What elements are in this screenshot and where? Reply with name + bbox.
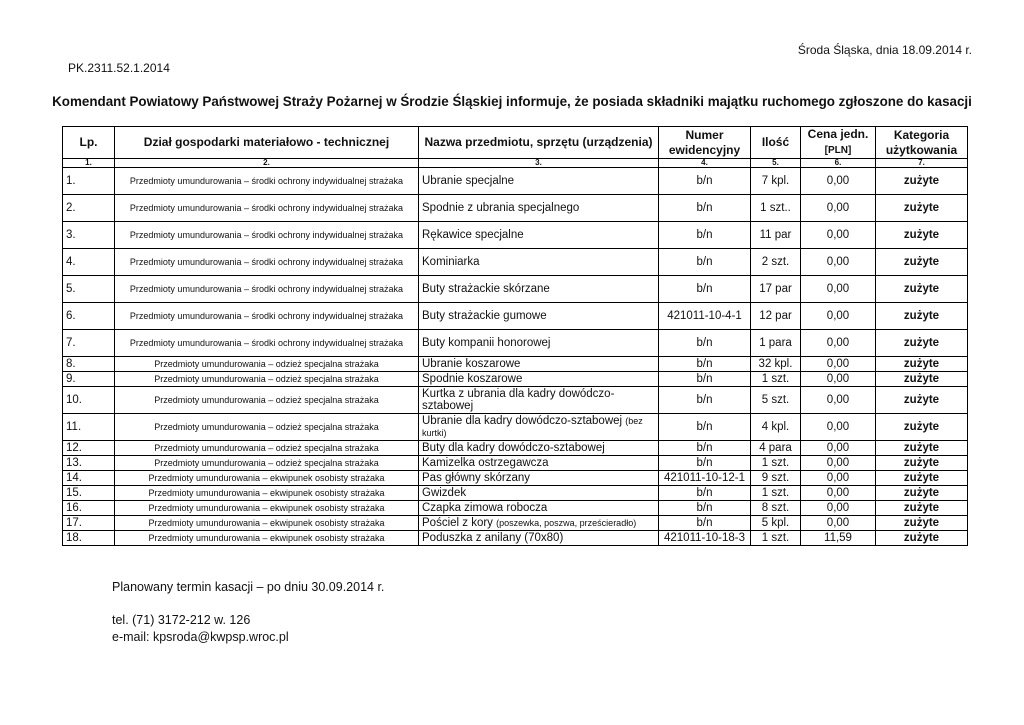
row-lp: 6. — [63, 303, 115, 330]
place-date: Środa Śląska, dnia 18.09.2014 r. — [797, 43, 972, 57]
deadline-text: Planowany termin kasacji – po dniu 30.09.2014 r. — [112, 580, 385, 594]
table-row — [63, 168, 968, 195]
row-lp: 8. — [63, 357, 115, 372]
table-row — [63, 441, 968, 456]
table-row — [63, 486, 968, 501]
col-number: 1. — [63, 159, 115, 168]
col-header-name: Nazwa przedmiotu, sprzętu (urządzenia) — [419, 127, 659, 159]
item-name-text: Buty strażackie skórzane — [422, 283, 550, 295]
row-inventory-number: 421011-10-4-1 — [659, 303, 751, 330]
item-name-text: Ubranie specjalne — [422, 175, 515, 187]
row-quantity: 1 szt. — [751, 372, 801, 387]
table-row — [63, 195, 968, 222]
row-category: zużyte — [876, 249, 968, 276]
row-quantity: 1 szt. — [751, 486, 801, 501]
row-inventory-number: b/n — [659, 222, 751, 249]
row-item-name — [419, 303, 659, 330]
row-lp: 11. — [63, 414, 115, 441]
row-quantity: 9 szt. — [751, 471, 801, 486]
row-inventory-number: b/n — [659, 387, 751, 414]
col-number: 5. — [751, 159, 801, 168]
col-header-lp: Lp. — [63, 127, 115, 159]
row-dept: Przedmioty umundurowania – odzież specjalna strażaka — [115, 456, 419, 471]
row-dept: Przedmioty umundurowania – odzież specjalna strażaka — [115, 414, 419, 441]
item-name-text: Czapka zimowa robocza — [422, 502, 548, 514]
item-name-text: Buty strażackie gumowe — [422, 310, 547, 322]
row-quantity: 4 para — [751, 441, 801, 456]
row-dept: Przedmioty umundurowania – odzież specjalna strażaka — [115, 441, 419, 456]
row-lp: 1. — [63, 168, 115, 195]
row-lp: 13. — [63, 456, 115, 471]
row-inventory-number: b/n — [659, 372, 751, 387]
row-item-name — [419, 222, 659, 249]
row-item-name — [419, 456, 659, 471]
row-lp: 9. — [63, 372, 115, 387]
row-quantity: 4 kpl. — [751, 414, 801, 441]
col-number: 3. — [419, 159, 659, 168]
row-lp: 2. — [63, 195, 115, 222]
row-item-name — [419, 387, 659, 414]
table-row — [63, 303, 968, 330]
col-header-qty: Ilość — [751, 127, 801, 159]
row-item-name — [419, 516, 659, 531]
row-category: zużyte — [876, 501, 968, 516]
row-inventory-number: b/n — [659, 276, 751, 303]
row-inventory-number: b/n — [659, 195, 751, 222]
row-inventory-number: b/n — [659, 456, 751, 471]
table-row — [63, 456, 968, 471]
row-category: zużyte — [876, 330, 968, 357]
table-row — [63, 372, 968, 387]
row-item-name — [419, 357, 659, 372]
row-unit-price: 0,00 — [801, 516, 876, 531]
table-row — [63, 516, 968, 531]
row-unit-price: 0,00 — [801, 303, 876, 330]
row-inventory-number: b/n — [659, 516, 751, 531]
item-name-text: Spodnie koszarowe — [422, 373, 523, 385]
row-item-name — [419, 330, 659, 357]
row-unit-price: 0,00 — [801, 276, 876, 303]
row-item-name — [419, 249, 659, 276]
item-name-text: Buty dla kadry dowódczo-sztabowej — [422, 442, 605, 454]
row-category: zużyte — [876, 372, 968, 387]
reference-number: PK.2311.52.1.2014 — [68, 61, 170, 75]
row-unit-price: 0,00 — [801, 168, 876, 195]
row-dept: Przedmioty umundurowania – ekwipunek osobisty strażaka — [115, 516, 419, 531]
item-name-text: Kominiarka — [422, 256, 480, 268]
row-unit-price: 0,00 — [801, 357, 876, 372]
col-header-price — [801, 127, 876, 159]
row-lp: 12. — [63, 441, 115, 456]
row-category: zużyte — [876, 456, 968, 471]
row-unit-price: 0,00 — [801, 501, 876, 516]
item-name-text: Spodnie z ubrania specjalnego — [422, 202, 580, 214]
col-header-price-unit: [PLN] — [824, 145, 852, 156]
row-category: zużyte — [876, 222, 968, 249]
row-quantity: 7 kpl. — [751, 168, 801, 195]
row-unit-price: 0,00 — [801, 195, 876, 222]
row-lp: 16. — [63, 501, 115, 516]
row-inventory-number: 421011-10-18-3 — [659, 531, 751, 546]
row-category: zużyte — [876, 276, 968, 303]
row-category: zużyte — [876, 414, 968, 441]
row-category: zużyte — [876, 441, 968, 456]
row-quantity: 5 kpl. — [751, 516, 801, 531]
row-inventory-number: b/n — [659, 441, 751, 456]
row-unit-price: 0,00 — [801, 330, 876, 357]
row-category: zużyte — [876, 486, 968, 501]
row-dept: Przedmioty umundurowania – środki ochrony indywidualnej strażaka — [115, 195, 419, 222]
row-item-name — [419, 372, 659, 387]
table-row — [63, 531, 968, 546]
row-lp: 3. — [63, 222, 115, 249]
table-row — [63, 330, 968, 357]
row-unit-price: 0,00 — [801, 222, 876, 249]
table-row — [63, 387, 968, 414]
col-header-category: Kategoria użytkowania — [876, 127, 968, 159]
row-dept: Przedmioty umundurowania – środki ochrony indywidualnej strażaka — [115, 303, 419, 330]
item-name-text: Gwizdek — [422, 487, 467, 499]
col-number: 6. — [801, 159, 876, 168]
row-lp: 5. — [63, 276, 115, 303]
row-lp: 15. — [63, 486, 115, 501]
table-row — [63, 222, 968, 249]
email-text: e-mail: kpsroda@kwpsp.wroc.pl — [112, 630, 289, 644]
row-unit-price: 0,00 — [801, 249, 876, 276]
col-number: 7. — [876, 159, 968, 168]
table-row — [63, 471, 968, 486]
row-dept: Przedmioty umundurowania – ekwipunek osobisty strażaka — [115, 471, 419, 486]
row-category: zużyte — [876, 516, 968, 531]
table-row — [63, 501, 968, 516]
row-dept: Przedmioty umundurowania – środki ochrony indywidualnej strażaka — [115, 168, 419, 195]
item-name-text: Rękawice specjalne — [422, 229, 524, 241]
column-number-row — [63, 159, 968, 168]
row-quantity: 1 szt.. — [751, 195, 801, 222]
row-inventory-number: b/n — [659, 330, 751, 357]
row-quantity: 17 par — [751, 276, 801, 303]
row-quantity: 11 par — [751, 222, 801, 249]
col-header-dept: Dział gospodarki materiałowo - technicznej — [115, 127, 419, 159]
row-lp: 18. — [63, 531, 115, 546]
item-name-text: Pas główny skórzany — [422, 472, 531, 484]
row-item-name — [419, 486, 659, 501]
row-category: zużyte — [876, 168, 968, 195]
row-unit-price: 0,00 — [801, 387, 876, 414]
row-inventory-number: b/n — [659, 357, 751, 372]
row-dept: Przedmioty umundurowania – ekwipunek osobisty strażaka — [115, 501, 419, 516]
row-quantity: 8 szt. — [751, 501, 801, 516]
row-item-name — [419, 168, 659, 195]
row-category: zużyte — [876, 357, 968, 372]
item-name-text: Ubranie dla kadry dowódczo-sztabowej — [422, 415, 623, 427]
row-item-name — [419, 531, 659, 546]
row-dept: Przedmioty umundurowania – środki ochrony indywidualnej strażaka — [115, 222, 419, 249]
document-title: Komendant Powiatowy Państwowej Straży Pożarnej w Środzie Śląskiej informuje, że posiada składniki majątku ruchomego zgłoszone do kasacji — [52, 94, 972, 109]
table-row — [63, 276, 968, 303]
row-unit-price: 0,00 — [801, 414, 876, 441]
row-lp: 4. — [63, 249, 115, 276]
row-unit-price: 0,00 — [801, 372, 876, 387]
row-dept: Przedmioty umundurowania – środki ochrony indywidualnej strażaka — [115, 330, 419, 357]
col-number: 2. — [115, 159, 419, 168]
row-unit-price: 0,00 — [801, 486, 876, 501]
row-lp: 7. — [63, 330, 115, 357]
row-dept: Przedmioty umundurowania – odzież specjalna strażaka — [115, 357, 419, 372]
row-category: zużyte — [876, 471, 968, 486]
row-dept: Przedmioty umundurowania – środki ochrony indywidualnej strażaka — [115, 276, 419, 303]
row-dept: Przedmioty umundurowania – ekwipunek osobisty strażaka — [115, 531, 419, 546]
row-category: zużyte — [876, 303, 968, 330]
row-dept: Przedmioty umundurowania – środki ochrony indywidualnej strażaka — [115, 249, 419, 276]
row-quantity: 2 szt. — [751, 249, 801, 276]
row-inventory-number: b/n — [659, 168, 751, 195]
row-inventory-number: b/n — [659, 486, 751, 501]
row-lp: 14. — [63, 471, 115, 486]
item-note: (poszewka, poszwa, prześcieradło) — [496, 518, 637, 528]
table-body — [63, 168, 968, 546]
item-name-text: Buty kompanii honorowej — [422, 337, 551, 349]
table-header-row — [63, 127, 968, 159]
row-item-name — [419, 414, 659, 441]
row-item-name — [419, 471, 659, 486]
item-name-text: Pościel z kory — [422, 517, 493, 529]
inventory-table — [62, 126, 968, 546]
phone-text: tel. (71) 3172-212 w. 126 — [112, 613, 251, 627]
row-quantity: 1 para — [751, 330, 801, 357]
table-row — [63, 357, 968, 372]
row-quantity: 32 kpl. — [751, 357, 801, 372]
row-item-name — [419, 276, 659, 303]
row-inventory-number: b/n — [659, 501, 751, 516]
row-dept: Przedmioty umundurowania – ekwipunek osobisty strażaka — [115, 486, 419, 501]
row-quantity: 1 szt. — [751, 531, 801, 546]
row-unit-price: 11,59 — [801, 531, 876, 546]
row-quantity: 1 szt. — [751, 456, 801, 471]
row-category: zużyte — [876, 195, 968, 222]
item-name-text: Kurtka z ubrania dla kadry dowódczo-sztabowej — [422, 388, 615, 412]
col-header-number: Numer ewidencyjny — [659, 127, 751, 159]
col-number: 4. — [659, 159, 751, 168]
row-inventory-number: 421011-10-12-1 — [659, 471, 751, 486]
row-category: zużyte — [876, 531, 968, 546]
row-item-name — [419, 441, 659, 456]
row-item-name — [419, 501, 659, 516]
row-quantity: 12 par — [751, 303, 801, 330]
row-item-name — [419, 195, 659, 222]
row-unit-price: 0,00 — [801, 456, 876, 471]
row-dept: Przedmioty umundurowania – odzież specjalna strażaka — [115, 387, 419, 414]
row-dept: Przedmioty umundurowania – odzież specjalna strażaka — [115, 372, 419, 387]
item-name-text: Kamizelka ostrzegawcza — [422, 457, 549, 469]
row-lp: 17. — [63, 516, 115, 531]
row-unit-price: 0,00 — [801, 471, 876, 486]
row-inventory-number: b/n — [659, 414, 751, 441]
row-unit-price: 0,00 — [801, 441, 876, 456]
row-quantity: 5 szt. — [751, 387, 801, 414]
row-category: zużyte — [876, 387, 968, 414]
item-note: (bez kurtki) — [422, 416, 643, 438]
table-row — [63, 414, 968, 441]
table-row — [63, 249, 968, 276]
col-header-price-label: Cena jedn. — [807, 127, 869, 141]
row-inventory-number: b/n — [659, 249, 751, 276]
row-lp: 10. — [63, 387, 115, 414]
item-name-text: Poduszka z anilany (70x80) — [422, 532, 564, 544]
item-name-text: Ubranie koszarowe — [422, 358, 521, 370]
